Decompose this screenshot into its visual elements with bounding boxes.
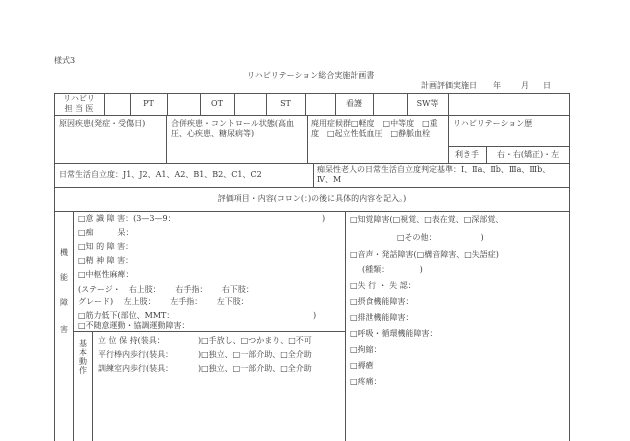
divider [54, 93, 55, 441]
comorbidity-label [171, 119, 294, 139]
basic-motion-char: 動 [79, 357, 87, 366]
dementia-independence[interactable] [317, 165, 550, 185]
disuse-line1: 廃用症候群□軽度 □中等度 □重 [311, 119, 438, 128]
impairment-side-label-4: 害 [60, 325, 68, 334]
st-label: ST [280, 99, 291, 108]
evaluation-date-label: 計画評価実施日 [421, 81, 477, 90]
impairment-side-label-1: 機 [60, 248, 68, 257]
dominant-hand-options[interactable]: 右・右(矯正)・左 [496, 150, 560, 159]
divider [569, 93, 570, 441]
sensory-disorder-item[interactable]: □知覚障害(□視覚、□表在覚、□深部覚、 [350, 215, 504, 224]
divider [73, 331, 345, 332]
divider [54, 211, 570, 212]
daily-living-independence[interactable]: 日常生活自立度：J1、J2、A1、A2、B1、B2、C1、C2 [59, 170, 262, 179]
divider [54, 163, 570, 164]
month-label: 月 [521, 81, 529, 90]
rehab-doctor-label [54, 94, 104, 114]
divider [313, 163, 314, 187]
rehab-doctor-field[interactable] [105, 94, 130, 115]
standing-options[interactable]: )□手放し、□つかまり、□不可 [198, 336, 312, 345]
nurse-field[interactable] [374, 94, 407, 115]
training-room-walk-label: 訓練室内歩行(装具： [98, 364, 174, 373]
divider [92, 331, 93, 441]
mental-disorder-item[interactable]: □精 神 障 害： [78, 256, 134, 265]
contracture-item[interactable]: □拘縮： [350, 345, 382, 354]
pain-item[interactable]: □疼痛： [350, 377, 382, 386]
pt-label: PT [143, 99, 154, 108]
page-title: リハビリテーション総合実施計画書 [247, 71, 375, 80]
apraxia-agnosia-item[interactable]: □失 行 ・ 失 認： [350, 281, 416, 290]
impairment-side-label-3: 障 [60, 298, 68, 307]
divider [307, 115, 308, 163]
involuntary-movement-item[interactable]: □不随意運動・協調運動障害： [78, 321, 190, 330]
basic-motion-char: 基 [79, 339, 87, 348]
cause-disease-label: 原因疾患(発症・受傷日) [59, 119, 146, 128]
parallel-bar-walk-label: 平行棒内歩行(装具： [98, 350, 174, 359]
training-room-walk-options[interactable]: )□独立、□一部介助、□全介助 [198, 364, 312, 373]
rehab-doctor-label-line2: 担 当 医 [64, 104, 94, 113]
sw-label: SW等 [416, 99, 439, 108]
pt-field[interactable] [168, 94, 200, 115]
central-paralysis-item[interactable]: □中枢性麻痺： [78, 270, 134, 279]
nurse-label: 看護 [346, 99, 362, 108]
form-number: 様式3 [54, 56, 76, 65]
section-header: 評価項目・内容(コロン(：)の後に具体的内容を記入。) [217, 194, 407, 203]
pressure-ulcer-item[interactable]: □褥瘡 [350, 361, 374, 370]
comorbidity-line1: 合併疾患・コントロール状態(高血 [171, 119, 294, 128]
muscle-weakness-item[interactable]: □筋力低下(部位、MMT： [78, 311, 175, 320]
stage-grade-right: (ステージ・ 右上肢： 右手指： 右下肢： [78, 285, 254, 294]
divider [448, 146, 570, 147]
standing-label: 立 位 保 持(装具： [98, 336, 165, 345]
year-label: 年 [493, 81, 501, 90]
dementia-line1: 痴呆性老人の日常生活自立度判定基準：Ⅰ、Ⅱa、Ⅱb、Ⅲa、Ⅲb、 [317, 165, 551, 174]
impairment-side-label-2: 能 [60, 273, 68, 282]
intellectual-disability-item[interactable]: □知 的 障 害： [78, 242, 134, 251]
sw-field[interactable] [449, 94, 569, 115]
basic-motion-char: 本 [79, 348, 87, 357]
ot-field[interactable] [235, 94, 266, 115]
divider [54, 115, 570, 116]
divider [166, 115, 167, 163]
stage-grade-left: グレード) 左上肢： 左手指： 左下肢： [78, 297, 249, 306]
disuse-line2: 度 □起立性低血圧 □静脈血栓 [311, 129, 431, 138]
ot-label: OT [211, 99, 223, 108]
basic-motion-char: 作 [79, 366, 87, 375]
day-label: 日 [543, 81, 551, 90]
excretion-disorder-item[interactable]: □排泄機能障害： [350, 313, 414, 322]
disuse-syndrome-label [311, 119, 438, 139]
parallel-bar-walk-options[interactable]: )□独立、□一部介助、□全介助 [198, 350, 312, 359]
consciousness-close-paren: ) [322, 214, 326, 223]
divider [345, 211, 346, 441]
comorbidity-line2: 圧、心疾患、糖尿病等) [171, 129, 255, 138]
eating-disorder-item[interactable]: □摂食機能障害： [350, 297, 414, 306]
rehab-history-label: リハビリテーション歴 [453, 119, 533, 128]
speech-disorder-item[interactable]: □音声・発話障害(□構音障害、□失語症) [350, 250, 499, 259]
rehab-doctor-label-line1: リハビリ [63, 94, 95, 103]
muscle-weakness-close-paren: ) [313, 311, 317, 320]
basic-motion-side-label [77, 339, 89, 375]
divider [54, 187, 570, 188]
dementia-item[interactable]: □痴 呆： [78, 228, 134, 237]
respiratory-circulatory-item[interactable]: □呼吸・循環機能障害： [350, 329, 438, 338]
dementia-line2: Ⅳ、M [317, 175, 342, 184]
sensory-other-item[interactable]: □その他： ) [397, 233, 484, 242]
st-field[interactable] [306, 94, 335, 115]
divider [73, 211, 74, 441]
consciousness-disorder-item[interactable]: □意 識 障 害：(3—3—9： [78, 214, 176, 223]
speech-type-item: (種類： ) [362, 265, 423, 274]
dominant-hand-label: 利き手 [455, 150, 479, 159]
